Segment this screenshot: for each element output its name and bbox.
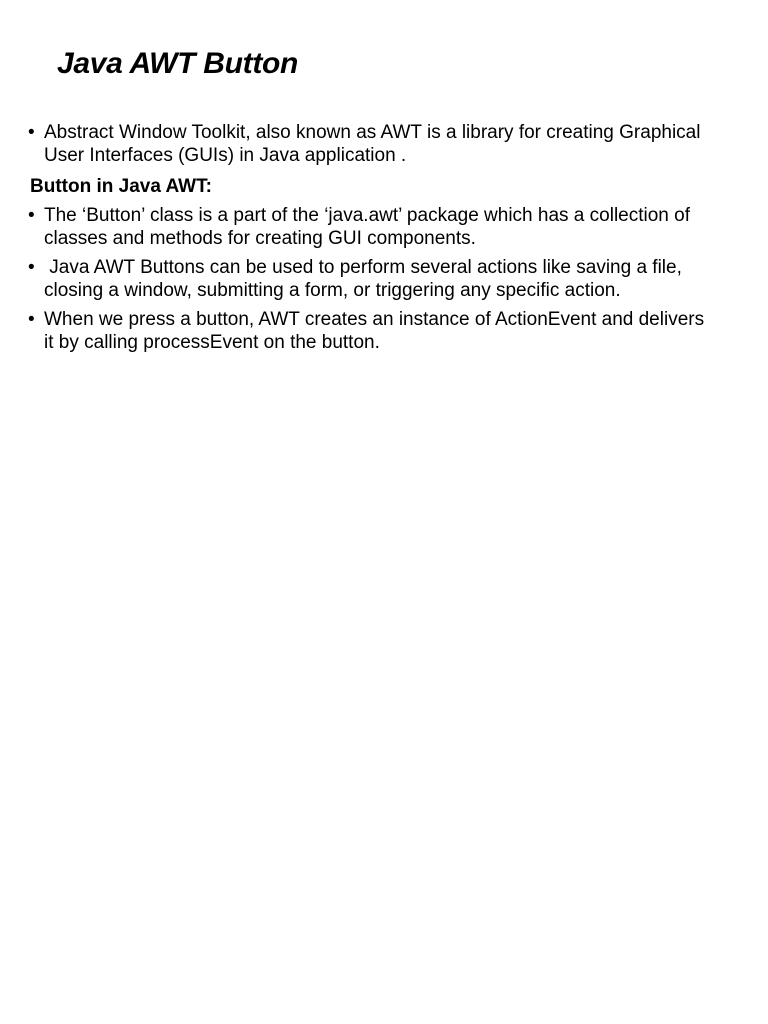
slide-content — [28, 121, 718, 360]
list-item-button-class — [28, 204, 718, 250]
bullet-marker: • — [28, 309, 35, 330]
bullet-marker: • — [28, 205, 35, 226]
list-item-button-actions — [28, 256, 718, 302]
section-heading: Button in Java AWT: — [30, 176, 212, 197]
bullet-marker: • — [28, 257, 35, 278]
list-item-text: Abstract Window Toolkit, also known as AWT is a library for creating Graphical User Interfaces (GUIs) in Java application . — [44, 122, 701, 166]
page-title: Java AWT Button — [57, 47, 299, 80]
list-item-intro — [28, 121, 718, 167]
bullet-marker: • — [28, 122, 35, 143]
list-item-text: When we press a button, AWT creates an instance of ActionEvent and delivers it by calling processEvent on the button. — [44, 309, 705, 353]
list-item-text: Java AWT Buttons can be used to perform several actions like saving a file, closing a window, submitting a form, or triggering any specific action. — [44, 257, 688, 301]
list-item-action-event — [28, 308, 718, 354]
list-item-text: The ‘Button’ class is a part of the ‘java.awt’ package which has a collection of classes and methods for creating GUI components. — [44, 205, 690, 249]
